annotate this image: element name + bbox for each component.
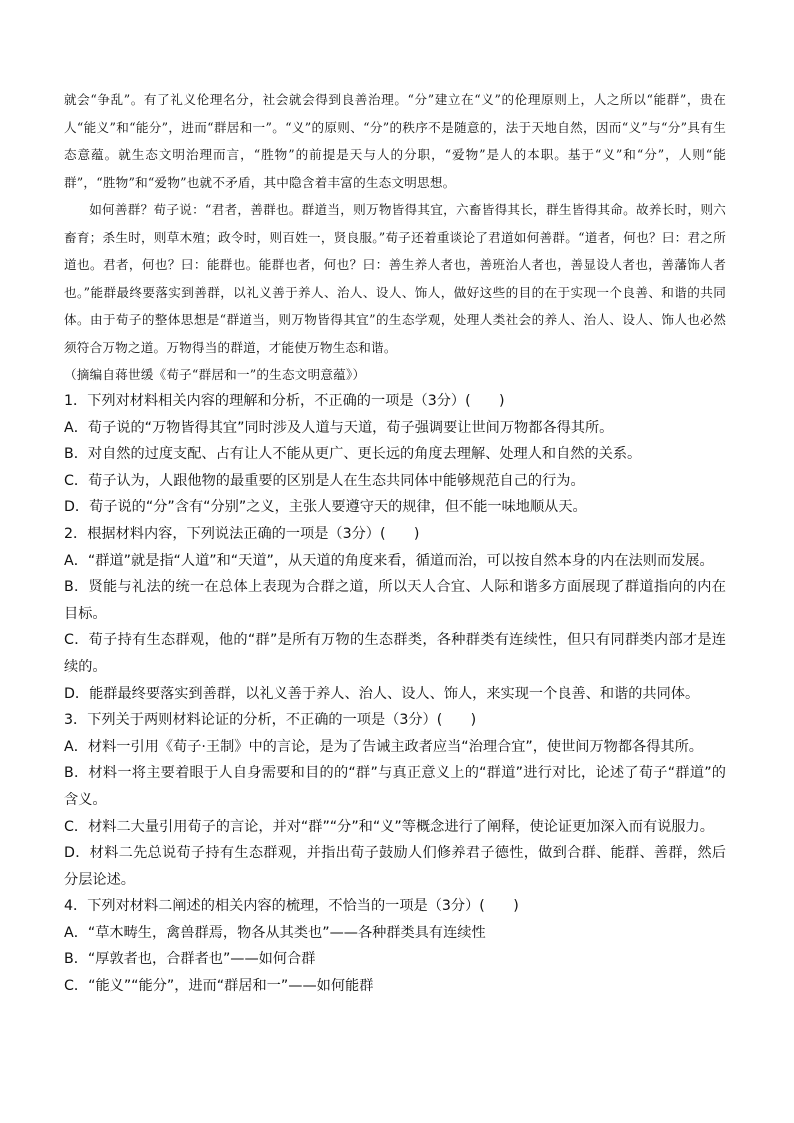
option-c: C．“能义”“能分”，进而“群居和一”——如何能群 (64, 978, 374, 995)
option-c: C．材料二大量引用荀子的言论，并对“群”“分”和“义”等概念进行了阐释，使论证更加深入而有说服力。 (64, 818, 714, 835)
question-3 (64, 707, 726, 893)
option-a: A．荀子说的“万物皆得其宜”同时涉及人道与天道，荀子强调要让世间万物都各得其所。 (64, 419, 614, 436)
passage-source: （摘编自蒋世缓《荀子“群居和一”的生态文明意蕴》） (64, 367, 366, 382)
option-b: B．对自然的过度支配、占有让人不能从更广、更长远的角度去理解、处理人和自然的关系。 (64, 446, 642, 463)
option-d: D．材料二先总说荀子持有生态群观，并指出荀子鼓励人们修养君子德性，做到合群、能群、善群，然后分层论述。 (64, 845, 726, 888)
option-d: D．能群最终要落实到善群，以礼义善于养人、治人、设人、饰人，来实现一个良善、和谐的共同体。 (64, 685, 700, 702)
question-stem: 3．下列关于两则材料论证的分析，不正确的一项是（3分）( ) (64, 712, 477, 729)
question-2 (64, 521, 726, 707)
passage-paragraph: 就会“争乱”。有了礼义伦理名分，社会就会得到良善治理。“分”建立在“义”的伦理原则上，人之所以“能群”，贵在人“能义”和“能分”，进而“群居和一”。“义”的原则、“分”的秩序不是随意的，法于天地自然，因而“义”与“分”具有生态意蕴。就生态文明治理而言，“胜物”的前提是天与人的分职，“爱物”是人的本职。基于“义”和“分”，人则“能群”，“胜物”和“爱物”也就不矛盾，其中隐含着丰富的生态文明思想。 (64, 92, 726, 190)
passage-paragraph: 如何善群？荀子说：“君者，善群也。群道当，则万物皆得其宜，六畜皆得其长，群生皆得其命。故养长时，则六畜育；杀生时，则草木殖；政令时，则百姓一，贤良服。”荀子还着重谈论了君道如何善群。“道者，何也？曰：君之所道也。君者，何也？曰：能群也。能群也者，何也？曰：善生养人者也，善班治人者也，善显设人者也，善藩饰人者也。”能群最终要落实到善群，以礼义善于养人、治人、设人、饰人，做好这些的目的在于实现一个良善、和谐的共同体。由于荀子的整体思想是“群道当，则万物皆得其宜”的生态学观，处理人类社会的养人、治人、设人、饰人也必然须符合万物之道。万物得当的群道，才能使万物生态和谐。 (64, 202, 726, 355)
option-a: A．“群道”就是指“人道”和“天道”，从天道的角度来看，循道而治，可以按自然本身的内在法则而发展。 (64, 552, 714, 569)
question-4 (64, 893, 726, 999)
question-list (64, 388, 726, 1000)
option-c: C．荀子持有生态群观，他的“群”是所有万物的生态群类，各种群类有连续性，但只有同群类内部才是连续的。 (64, 632, 726, 675)
option-a: A．材料一引用《荀子·王制》中的言论，是为了告诫主政者应当“治理合宜”，使世间万物都各得其所。 (64, 738, 703, 755)
option-b: B．材料一将主要着眼于人自身需要和目的的“群”与真正意义上的“群道”进行对比，论述了荀子“群道”的含义。 (64, 765, 726, 808)
option-c: C．荀子认为，人跟他物的最重要的区别是人在生态共同体中能够规范自己的行为。 (64, 472, 585, 489)
option-b: B．贤能与礼法的统一在总体上表现为合群之道，所以天人合宜、人际和谐多方面展现了群道指向的内在目标。 (64, 579, 726, 622)
option-a: A．“草木畴生，禽兽群焉，物各从其类也”——各种群类具有连续性 (64, 924, 486, 941)
question-stem: 1．下列对材料相关内容的理解和分析，不正确的一项是（3分）( ) (64, 393, 505, 409)
option-d: D．荀子说的“分”含有“分别”之义，主张人要遵守天的规律，但不能一味地顺从天。 (64, 499, 587, 516)
reading-passage (64, 86, 726, 388)
question-stem: 4．下列对材料二阐述的相关内容的梳理，不恰当的一项是（3分）( ) (64, 898, 519, 915)
question-1 (64, 388, 726, 521)
question-stem: 2．根据材料内容，下列说法正确的一项是（3分）( ) (64, 525, 420, 542)
option-b: B．“厚敦者也，合群者也”——如何合群 (64, 951, 316, 968)
